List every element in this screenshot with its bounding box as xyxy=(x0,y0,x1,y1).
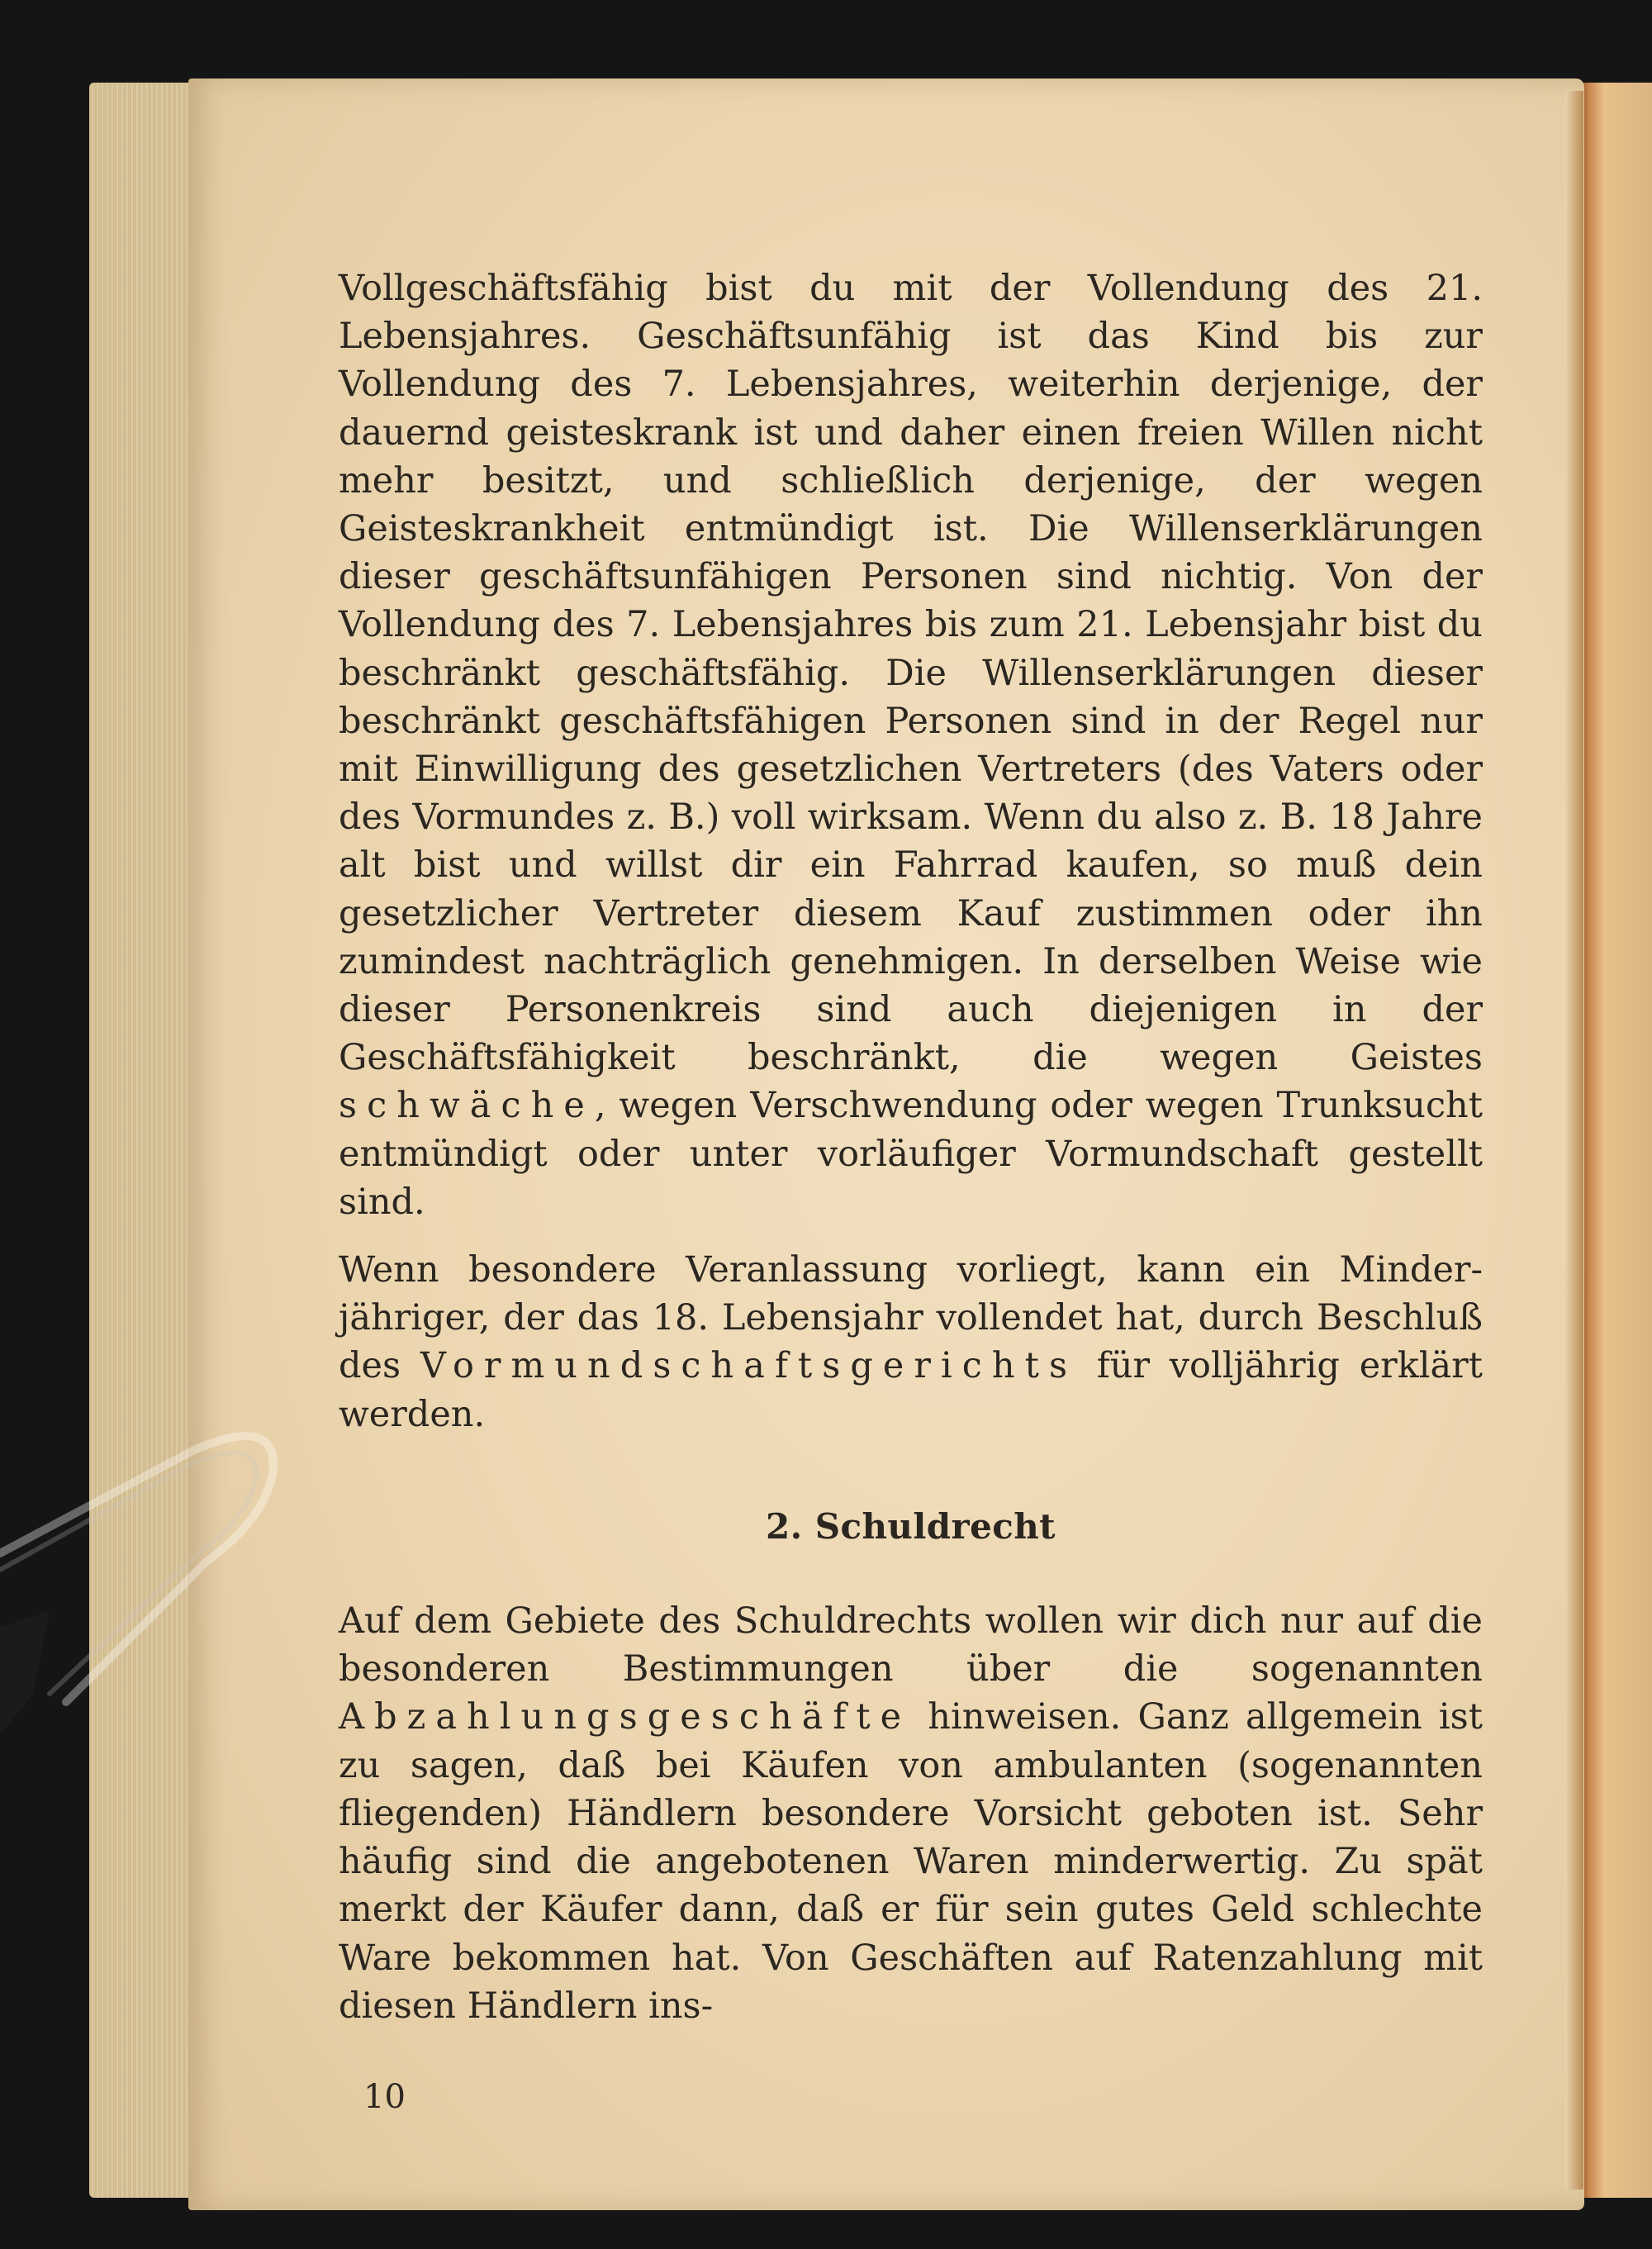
spaced-emphasis: Abzahlungsgeschäfte xyxy=(339,1696,912,1738)
paragraph-text: Wenn besondere Veranlassung vorliegt, kann ein Minderjähriger, der das 18. Lebensjahr vollendet hat, durch Beschluß des xyxy=(339,1249,1483,1387)
section-heading: 2. Schuldrecht xyxy=(765,1505,1056,1547)
paragraph-text: hinweisen. Ganz allgemein ist zu sagen, daß bei Käufen von ambulanten (sogenannten fliegenden) Händlern besondere Vorsicht geboten ist. Sehr häufig sind die angebotenen Waren minderwertig. Zu spät merkt der Käufer dann, daß er für sein gutes Geld schlechte Ware bekommen hat. Von Geschäften auf Ratenzahlung mit diesen Händlern ins- xyxy=(339,1696,1483,2027)
paper-clip-icon xyxy=(0,1421,297,1884)
paragraph-text: Vollgeschäftsfähig bist du mit der Vollendung des 21. Lebensjahres. Geschäftsunfähig ist das Kind bis zur Vollendung des 7. Lebensjahres, weiterhin derjenige, der dauernd geisteskrank ist und daher einen freien Willen nicht mehr besitzt, und schließlich derjenige, der wegen Geisteskrankheit entmündigt ist. Die Willenserklärungen dieser geschäftsunfähigen Personen sind nichtig. Von der Vollendung des 7. Lebensjahres bis zum 21. Lebensjahr bist du beschränkt geschäftsfähig. Die Willenserklärungen dieser beschränkt geschäftsfähigen Personen sind in der Regel nur mit Einwilligung des gesetzlichen Vertreters (des Vaters oder des Vormundes z. B.) voll wirksam. Wenn du also z. B. 18 Jahre alt bist und willst dir ein Fahrrad kaufen, so muß dein gesetzlicher Vertreter diesem Kauf zustimmen oder ihn zumindest nachträglich genehmigen. In derselben Weise wie dieser Personenkreis sind auch diejenigen in der Geschäftsfähigkeit beschränkt, die wegen Geistes xyxy=(339,268,1483,1079)
paragraph-legal-capacity xyxy=(339,264,1483,1226)
gutter xyxy=(1565,91,1583,2190)
paragraph-majority-declaration xyxy=(339,1246,1483,1438)
page-number: 10 xyxy=(363,2078,406,2116)
spaced-emphasis: schwäche xyxy=(339,1085,595,1127)
paragraph-text: für volljährig erklärt werden. xyxy=(339,1345,1483,1435)
paragraph-law-of-obligations xyxy=(339,1597,1483,2030)
body-text xyxy=(339,264,1483,2030)
paragraph-text: Auf dem Gebiete des Schuldrechts wollen wir dich nur auf die besonderen Bestimmungen über die sogenannten xyxy=(339,1600,1483,1690)
next-page-edge xyxy=(1579,83,1652,2198)
paragraph-text: , wegen Verschwendung oder wegen Trunksucht entmündigt oder unter vorläufiger Vormundschaft gestellt sind. xyxy=(339,1085,1483,1223)
spaced-emphasis: Vormundschaftsgerichts xyxy=(420,1345,1078,1387)
